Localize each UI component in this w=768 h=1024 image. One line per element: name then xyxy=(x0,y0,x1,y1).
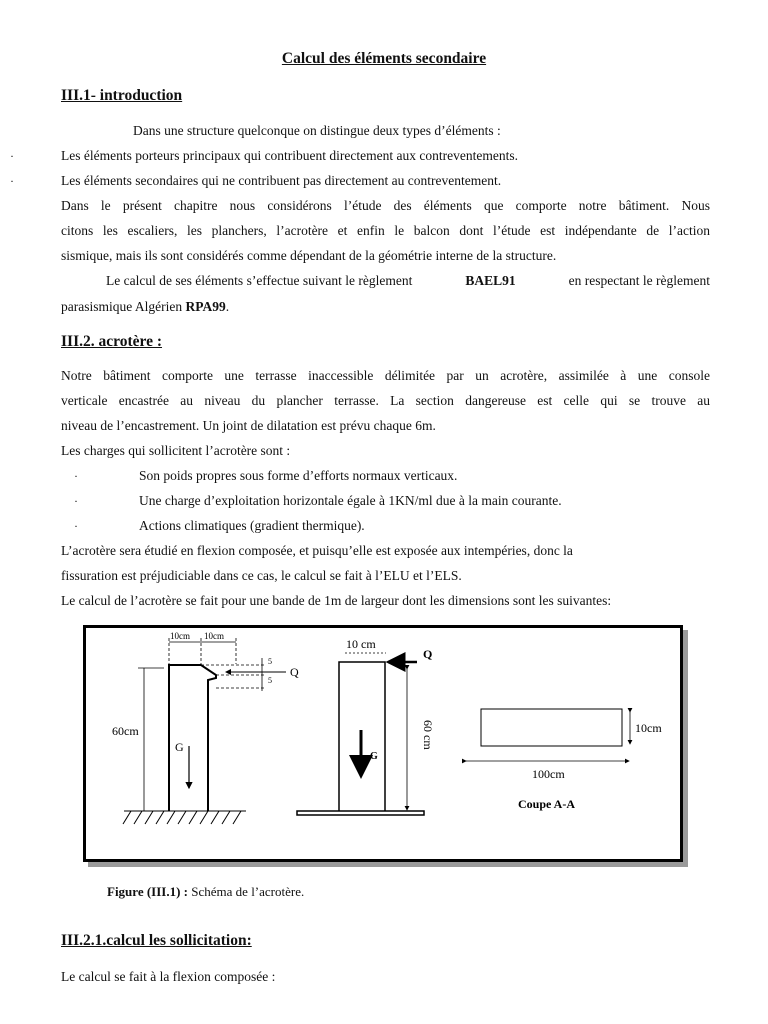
height-label: 60cm xyxy=(112,724,139,738)
intro-bullet-2: Les éléments secondaires qui ne contribuent pas directement au contreventement. xyxy=(61,173,502,188)
charge-item: Actions climatiques (gradient thermique). xyxy=(139,518,365,533)
charge-item: Une charge d’exploitation horizontale égale à 1KN/ml due à la main courante. xyxy=(139,493,562,508)
charge-item: Son poids propres sous forme d’efforts normaux verticaux. xyxy=(139,468,458,483)
bullet-icon: · xyxy=(74,469,78,483)
intro-regulation-text: en respectant le règlement xyxy=(568,273,710,288)
acrotere-diagram xyxy=(86,628,680,859)
section-heading-introduction: III.1- introduction xyxy=(61,87,183,104)
acrotere-paragraph-line: Le calcul de l’acrotère se fait pour une bande de 1m de largeur dont les dimensions sont les suivantes: xyxy=(61,593,612,608)
slab-base xyxy=(297,811,424,815)
intro-regulation-line xyxy=(106,273,710,289)
bullet-icon: · xyxy=(10,174,14,188)
dim-label: 10cm xyxy=(170,631,190,641)
section-heading-acrotere: III.2. acrotère : xyxy=(61,333,163,350)
intro-regulation-text: parasismique Algérien xyxy=(61,299,183,314)
figure-caption xyxy=(107,884,304,900)
acrotere-figure xyxy=(83,625,683,862)
section-height-label: 10cm xyxy=(635,721,662,735)
weight-g-label: G xyxy=(370,751,378,762)
intro-regulation-line-2 xyxy=(61,299,229,315)
intro-regulation-text: Le calcul de ses éléments s’effectue suivant le règlement xyxy=(106,273,413,288)
acrotere-paragraph-line: Notre bâtiment comporte une terrasse inaccessible délimitée par un acrotère, assimilée à une console xyxy=(61,368,710,383)
dim-label: 5 xyxy=(268,676,272,685)
profile-dimension-lines xyxy=(138,642,262,811)
bullet-icon: · xyxy=(74,494,78,508)
acrotere-paragraph-line: verticale encastrée au niveau du plancher terrasse. La section dangereuse est celle qui se trouve au xyxy=(61,393,710,408)
dim-label: 10cm xyxy=(204,631,224,641)
height-label: 60 cm xyxy=(421,720,435,750)
acrotere-paragraph-line: fissuration est préjudiciable dans ce cas, le calcul se fait à l’ELU et l’ELS. xyxy=(61,568,462,583)
bael-reference: BAEL91 xyxy=(465,273,516,288)
bullet-icon: · xyxy=(74,519,78,533)
section-rectangle xyxy=(481,709,622,746)
load-q-label: Q xyxy=(423,647,433,661)
section-width-label: 100cm xyxy=(532,767,565,781)
intro-lead: Dans une structure quelconque on distingue deux types d’éléments : xyxy=(133,123,501,138)
weight-g-label: G xyxy=(175,740,184,754)
bullet-icon: · xyxy=(10,149,14,163)
intro-paragraph-line: sismique, mais ils sont considérés comme dépendant de la géométrie interne de la structure. xyxy=(61,248,557,263)
rpa-reference: RPA99 xyxy=(185,299,226,314)
figure-caption-text: Schéma de l’acrotère. xyxy=(188,884,305,899)
ground-hatching xyxy=(123,811,246,824)
figure-caption-label: Figure (III.1) : xyxy=(107,884,189,899)
intro-paragraph-line: citons les escaliers, les planchers, l’acrotère et enfin le balcon dont l’étude est indépendante de l’action xyxy=(61,223,710,238)
load-q-label: Q xyxy=(290,665,299,679)
section-heading-sollicitation: III.2.1.calcul les sollicitation: xyxy=(61,932,252,949)
charges-lead: Les charges qui sollicitent l’acrotère sont : xyxy=(61,443,291,458)
width-label: 10 cm xyxy=(346,637,376,651)
section-title: Coupe A-A xyxy=(518,797,576,811)
profile-dimension-guides xyxy=(169,638,266,688)
acrotere-paragraph-line: niveau de l’encastrement. Un joint de dilatation est prévu chaque 6m. xyxy=(61,418,436,433)
intro-bullet-1: Les éléments porteurs principaux qui contribuent directement aux contreventements. xyxy=(61,148,518,163)
intro-paragraph-line: Dans le présent chapitre nous considérons l’étude des éléments que comporte notre bâtiment. Nous xyxy=(61,198,710,213)
acrotere-paragraph-line: L’acrotère sera étudié en flexion composée, et puisqu’elle est exposée aux intempéries, donc la xyxy=(61,543,573,558)
dim-label: 5 xyxy=(268,657,272,666)
acrotere-profile xyxy=(169,665,216,811)
intro-regulation-period: . xyxy=(225,299,230,314)
page-title: Calcul des éléments secondaire xyxy=(281,50,487,67)
sollicitation-text: Le calcul se fait à la flexion composée : xyxy=(61,969,276,984)
